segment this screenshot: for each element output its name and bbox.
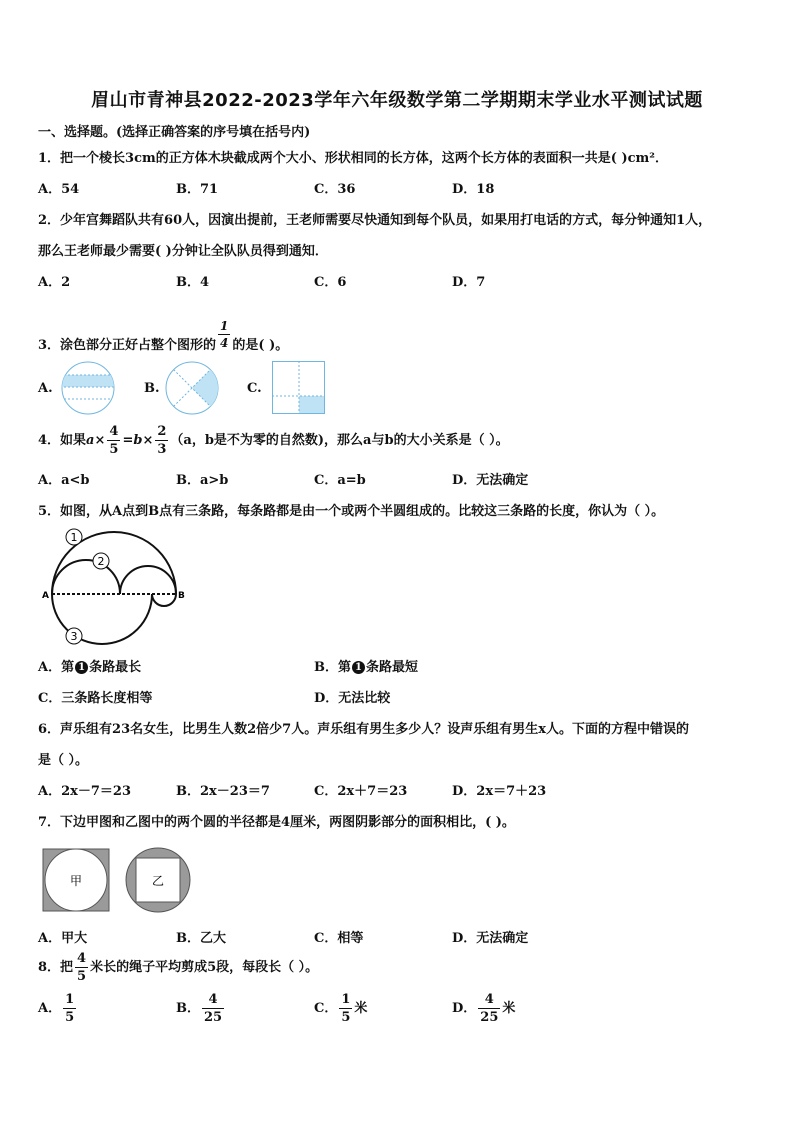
- q5-opt-b-num: 1: [352, 661, 365, 674]
- q8-opt-b-num: 4: [202, 993, 224, 1009]
- q8-opt-c-unit: 米: [354, 1001, 368, 1016]
- q7-option-c[interactable]: C．相等: [314, 931, 364, 946]
- q8-prefix: 8．把: [38, 960, 74, 975]
- q8-opt-a-den: 5: [65, 1010, 75, 1025]
- question-3: [38, 319, 289, 353]
- q5-opt-b-post: 条路最短: [366, 660, 419, 675]
- question-2-line-1: 2．少年宫舞蹈队共有60人，因演出提前，王老师需要尽快通知到每个队员，如果用打电话的方式，每分钟通知1人，: [38, 213, 712, 228]
- q5-option-a[interactable]: [38, 656, 141, 675]
- q5-option-c[interactable]: C．三条路长度相等: [38, 691, 153, 706]
- q3-fraction: [218, 320, 230, 349]
- q7-yi-label: 乙: [151, 874, 165, 888]
- q8-opt-c-num: 1: [341, 992, 351, 1007]
- q7-figure-jia: [42, 848, 112, 914]
- q7-jia-label: 甲: [69, 874, 83, 888]
- q8-f-den: 5: [77, 969, 87, 984]
- q7-figure-yi: [124, 846, 194, 916]
- q5-label-3: 3: [70, 630, 78, 643]
- q3-c-shaded: [299, 396, 325, 414]
- q8-opt-a-num: 1: [65, 992, 75, 1007]
- q3-figure-a[interactable]: [60, 361, 116, 415]
- q8-f-num: 4: [77, 951, 87, 966]
- q8-opt-b-den: 25: [204, 1010, 223, 1025]
- q4-times-2: ×: [142, 433, 154, 448]
- q3-option-c-label[interactable]: C.: [247, 381, 262, 396]
- q8-opt-d-frac: [478, 993, 500, 1024]
- q1-option-d[interactable]: D．18: [452, 182, 495, 197]
- q3-figure-c[interactable]: [272, 361, 326, 415]
- q8-suffix: 米长的绳子平均剪成5段，每段长（ ）。: [90, 960, 319, 975]
- question-1: 1．把一个棱长3cm的正方体木块截成两个大小、形状相同的长方体，这两个长方体的表面积一共是( )cm²．: [38, 151, 668, 166]
- q8-opt-b-label: B．: [176, 1001, 200, 1016]
- q5-opt-a-post: 条路最长: [89, 660, 142, 675]
- q4-suffix: （a，b是不为零的自然数)，那么a与b的大小关系是（ ）。: [170, 433, 509, 448]
- q4-f2-den: 3: [157, 442, 167, 457]
- q4-f1-den: 5: [109, 442, 119, 457]
- q6-option-a[interactable]: A．2x－7＝23: [38, 784, 132, 799]
- q4-fraction-2: [155, 425, 168, 456]
- q4-var-a: a: [86, 433, 95, 448]
- q2-option-a[interactable]: A．2: [38, 275, 71, 290]
- q4-option-b[interactable]: B．a>b: [176, 473, 229, 488]
- q4-var-b: b: [133, 433, 143, 448]
- q4-prefix: 4．如果: [38, 433, 87, 448]
- q5-opt-a-num: 1: [75, 661, 88, 674]
- q4-option-a[interactable]: A．a<b: [38, 473, 90, 488]
- q3-frac-den: 4: [220, 336, 229, 350]
- q8-option-b[interactable]: [176, 993, 226, 1024]
- q6-option-d[interactable]: D．2x＝7＋23: [452, 784, 547, 799]
- q6-option-c[interactable]: C．2x＋7＝23: [314, 784, 408, 799]
- q4-f2-num: 2: [157, 424, 167, 439]
- q5-option-b[interactable]: [314, 656, 418, 675]
- q8-opt-a-label: A．: [38, 1001, 62, 1016]
- q3-a-shaded: [60, 375, 116, 387]
- q8-fraction: [75, 952, 88, 983]
- q8-opt-a-frac: [63, 993, 76, 1024]
- q5-point-a: A: [42, 591, 49, 601]
- question-2-line-2: 那么王老师最少需要( )分钟让全队队员得到通知．: [38, 244, 328, 259]
- q4-option-c[interactable]: C．a=b: [314, 473, 366, 488]
- q8-opt-c-label: C．: [314, 1001, 338, 1016]
- q4-f1-num: 4: [109, 424, 119, 439]
- q4-fraction-1: [107, 425, 120, 456]
- q8-opt-b-frac: [202, 993, 224, 1024]
- q2-option-d[interactable]: D．7: [452, 275, 486, 290]
- question-4: [38, 425, 509, 456]
- q7-option-a[interactable]: A．甲大: [38, 931, 88, 946]
- q5-opt-a-pre: A．第: [38, 660, 75, 675]
- q5-path-2: [52, 560, 176, 594]
- page-title: 眉山市青神县2022-2023学年六年级数学第二学期期末学业水平测试试题: [91, 90, 703, 111]
- q1-option-c[interactable]: C．36: [314, 182, 356, 197]
- q7-option-d[interactable]: D．无法确定: [452, 931, 529, 946]
- q8-opt-c-den: 5: [341, 1010, 351, 1025]
- q4-times: ×: [94, 433, 106, 448]
- q5-point-b: B: [178, 591, 185, 601]
- question-5: 5．如图，从A点到B点有三条路，每条路都是由一个或两个半圆组成的。比较这三条路的长度，你认为（ ）。: [38, 504, 665, 519]
- q7-option-b[interactable]: B．乙大: [176, 931, 226, 946]
- q4-equals: =: [122, 433, 134, 448]
- q3-text-before: 3．涂色部分正好占整个图形的: [38, 338, 217, 353]
- q8-opt-d-den: 25: [480, 1010, 499, 1025]
- q2-option-c[interactable]: C．6: [314, 275, 347, 290]
- q1-option-b[interactable]: B．71: [176, 182, 219, 197]
- q8-opt-d-num: 4: [478, 993, 500, 1009]
- question-6-line-2: 是（ ）。: [38, 753, 89, 768]
- question-6-line-1: 6．声乐组有23名女生，比男生人数2倍少7人。声乐组有男生多少人？设声乐组有男生x人。下面的方程中错误的: [38, 722, 689, 737]
- q1-option-a[interactable]: A．54: [38, 182, 80, 197]
- question-7: 7．下边甲图和乙图中的两个圆的半径都是4厘米，两图阴影部分的面积相比，( )。: [38, 815, 515, 830]
- q3-option-b-label[interactable]: B.: [144, 381, 160, 396]
- q3-frac-num: 1: [220, 319, 229, 333]
- q3-option-a-label[interactable]: A.: [38, 381, 53, 396]
- q6-option-b[interactable]: B．2x－23＝7: [176, 784, 270, 799]
- q8-opt-c-frac: [339, 993, 352, 1024]
- q8-option-a[interactable]: [38, 993, 78, 1024]
- q3-figure-b[interactable]: [164, 361, 220, 415]
- question-8: [38, 952, 318, 983]
- q8-opt-d-label: D．: [452, 1001, 477, 1016]
- q5-label-2: 2: [97, 555, 105, 568]
- q8-option-c[interactable]: [314, 993, 367, 1024]
- q4-option-d[interactable]: D．无法确定: [452, 473, 529, 488]
- q3-text-after: 的是( )。: [232, 338, 289, 353]
- section-heading: 一、选择题。(选择正确答案的序号填在括号内): [38, 125, 311, 140]
- q8-option-d[interactable]: [452, 993, 515, 1024]
- q2-option-b[interactable]: B．4: [176, 275, 210, 290]
- q5-option-d[interactable]: D．无法比较: [314, 691, 391, 706]
- q5-opt-b-pre: B．第: [314, 660, 351, 675]
- q5-paths-figure: [40, 526, 190, 646]
- q8-opt-d-unit: 米: [502, 1001, 516, 1016]
- q5-label-1: 1: [70, 531, 78, 544]
